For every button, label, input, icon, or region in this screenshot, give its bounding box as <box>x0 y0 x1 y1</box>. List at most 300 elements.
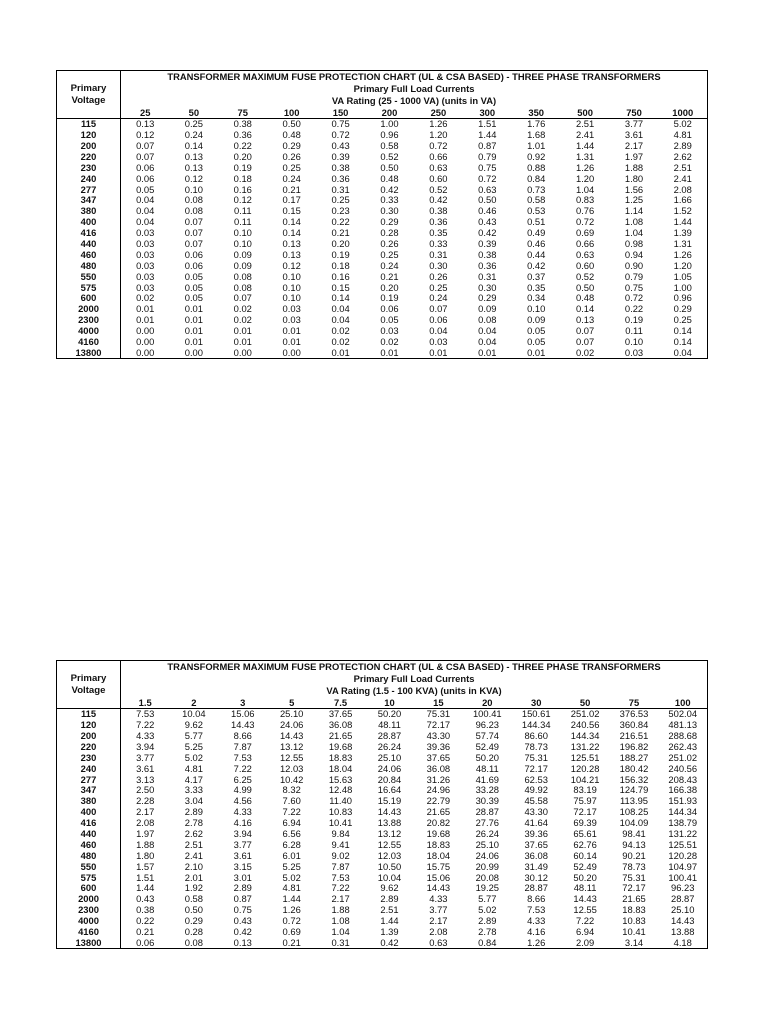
current-value-cell: 0.06 <box>429 314 448 326</box>
current-value-cell: 0.10 <box>282 292 301 304</box>
current-value-cell: 0.96 <box>380 129 399 141</box>
table-row <box>57 763 708 774</box>
current-value-cell: 104.21 <box>570 773 600 785</box>
current-value-cell: 0.75 <box>331 118 350 130</box>
current-value-cell: 0.05 <box>136 183 155 195</box>
primary-voltage-cell: 230 <box>57 162 121 173</box>
current-value-cell: 0.38 <box>429 205 448 217</box>
table-row <box>57 915 708 926</box>
current-value-cell: 360.84 <box>619 719 649 731</box>
current-value-cell: 0.03 <box>380 325 399 337</box>
current-value-cell: 8.66 <box>233 730 252 742</box>
current-value-cell: 10.04 <box>182 708 206 720</box>
current-value-cell: 0.07 <box>136 151 155 162</box>
current-value-cell: 0.13 <box>282 238 301 250</box>
primary-voltage-cell: 120 <box>57 129 121 140</box>
current-value-cell: 0.01 <box>380 347 399 358</box>
current-value-cell: 1.68 <box>527 129 546 141</box>
primary-voltage-cell: 416 <box>57 227 121 238</box>
current-value-cell: 0.43 <box>478 216 497 228</box>
current-value-cell: 0.29 <box>380 216 399 228</box>
current-value-cell: 28.87 <box>524 882 548 894</box>
primary-voltage-cell: 2300 <box>57 905 121 916</box>
table-row <box>57 774 708 785</box>
current-value-cell: 2.89 <box>184 806 203 818</box>
current-value-cell: 10.41 <box>622 926 646 938</box>
current-value-cell: 0.08 <box>478 314 497 326</box>
current-value-cell: 0.34 <box>527 292 546 304</box>
current-value-cell: 0.76 <box>575 205 595 217</box>
current-value-cell: 0.05 <box>184 281 203 293</box>
current-value-cell: 2.89 <box>478 915 497 927</box>
current-value-cell: 2.08 <box>136 817 155 829</box>
table-row <box>57 304 708 315</box>
current-value-cell: 2.01 <box>184 871 203 883</box>
current-value-cell: 0.21 <box>282 183 301 195</box>
current-value-cell: 75.97 <box>573 795 597 807</box>
current-value-cell: 0.43 <box>233 915 252 927</box>
current-value-cell: 0.42 <box>527 260 546 271</box>
current-value-cell: 120.28 <box>668 850 698 861</box>
current-value-cell: 6.01 <box>282 850 301 861</box>
current-value-cell: 502.04 <box>668 708 698 720</box>
current-value-cell: 0.03 <box>624 347 644 358</box>
current-value-cell: 6.28 <box>282 839 301 850</box>
primary-voltage-cell: 4000 <box>57 325 121 336</box>
primary-voltage-cell: 480 <box>57 850 121 861</box>
current-value-cell: 0.04 <box>429 325 448 337</box>
table-row <box>57 883 708 894</box>
current-value-cell: 0.30 <box>429 260 448 271</box>
current-value-cell: 0.01 <box>184 314 203 326</box>
primary-voltage-label <box>57 83 121 107</box>
current-value-cell: 1.66 <box>673 194 692 206</box>
current-value-cell: 0.58 <box>184 893 203 905</box>
current-value-cell: 21.65 <box>622 893 646 905</box>
table-row <box>57 162 708 173</box>
current-value-cell: 4.16 <box>527 926 546 938</box>
table-row <box>57 227 708 238</box>
current-value-cell: 0.05 <box>380 314 399 326</box>
current-value-cell: 2.50 <box>136 784 155 796</box>
current-value-cell: 50.20 <box>573 871 597 883</box>
current-value-cell: 0.01 <box>233 325 252 337</box>
current-value-cell: 125.51 <box>570 752 600 763</box>
current-value-cell: 5.02 <box>478 904 497 916</box>
data-body <box>57 708 708 949</box>
current-value-cell: 0.33 <box>429 238 448 250</box>
current-value-cell: 0.08 <box>233 270 252 282</box>
current-value-cell: 0.24 <box>429 292 448 304</box>
current-value-cell: 10.50 <box>377 860 402 872</box>
current-value-cell: 251.02 <box>570 708 600 720</box>
fuse-table-kva <box>56 660 708 949</box>
current-value-cell: 0.60 <box>575 260 595 271</box>
current-value-cell: 0.13 <box>184 151 203 162</box>
current-value-cell: 0.90 <box>624 260 644 271</box>
current-value-cell: 0.08 <box>233 281 252 293</box>
current-value-cell: 0.05 <box>527 325 546 337</box>
current-value-cell: 49.92 <box>524 784 548 796</box>
current-value-cell: 0.01 <box>136 314 155 326</box>
current-value-cell: 2.78 <box>478 926 497 938</box>
table-row <box>57 260 708 271</box>
data-body <box>57 118 708 359</box>
current-value-cell: 0.84 <box>478 937 497 948</box>
table-row <box>57 184 708 195</box>
fuse-chart-kva <box>56 660 708 949</box>
primary-voltage-cell: 2300 <box>57 315 121 326</box>
current-value-cell: 0.01 <box>429 347 448 358</box>
current-value-cell: 0.15 <box>331 281 350 293</box>
current-value-cell: 1.88 <box>624 162 644 173</box>
current-value-cell: 10.83 <box>622 915 646 927</box>
current-value-cell: 4.56 <box>233 795 252 807</box>
current-value-cell: 0.09 <box>527 314 546 326</box>
table-row <box>57 315 708 326</box>
current-value-cell: 14.43 <box>573 893 597 905</box>
current-value-cell: 10.42 <box>279 773 304 785</box>
table-row <box>57 336 708 347</box>
current-value-cell: 7.53 <box>527 904 546 916</box>
current-value-cell: 0.31 <box>429 249 448 260</box>
current-value-cell: 1.04 <box>575 183 595 195</box>
current-value-cell: 150.61 <box>521 708 551 720</box>
current-value-cell: 0.01 <box>331 347 350 358</box>
rating-header-cell: 50 <box>561 697 610 708</box>
current-value-cell: 1.31 <box>673 238 692 250</box>
rating-header-cell: 250 <box>414 107 463 118</box>
fuse-chart-va <box>56 70 708 359</box>
current-value-cell: 13.12 <box>377 828 402 840</box>
current-value-cell: 1.44 <box>282 893 301 905</box>
table-row <box>57 894 708 905</box>
current-value-cell: 0.13 <box>575 314 595 326</box>
current-value-cell: 1.80 <box>136 850 155 861</box>
current-value-cell: 0.52 <box>429 183 448 195</box>
current-value-cell: 0.03 <box>136 281 155 293</box>
table-row <box>57 325 708 336</box>
current-value-cell: 45.58 <box>524 795 548 807</box>
table-row <box>57 872 708 883</box>
current-value-cell: 251.02 <box>668 752 698 763</box>
current-value-cell: 0.04 <box>136 216 155 228</box>
current-value-cell: 4.33 <box>233 806 252 818</box>
current-value-cell: 1.08 <box>331 915 350 927</box>
current-value-cell: 0.72 <box>331 129 350 141</box>
current-value-cell: 144.34 <box>521 719 551 731</box>
table-row <box>57 752 708 763</box>
current-value-cell: 1.88 <box>331 904 350 916</box>
chart-title: TRANSFORMER MAXIMUM FUSE PROTECTION CHART (UL & CSA BASED) - THREE PHASE TRANSFORMERS <box>167 661 661 673</box>
current-value-cell: 9.41 <box>331 839 350 850</box>
voltage-label: Voltage <box>71 685 106 696</box>
current-value-cell: 2.41 <box>575 129 595 141</box>
current-value-cell: 0.50 <box>380 162 399 173</box>
current-value-cell: 14.43 <box>426 882 451 894</box>
current-value-cell: 0.87 <box>478 140 497 152</box>
current-value-cell: 4.33 <box>136 730 155 742</box>
primary-voltage-cell: 460 <box>57 249 121 260</box>
current-value-cell: 37.65 <box>426 752 451 763</box>
current-value-cell: 0.52 <box>575 270 595 282</box>
current-value-cell: 0.00 <box>136 325 155 337</box>
current-value-cell: 2.89 <box>673 140 692 152</box>
rating-header-cell: 1.5 <box>121 697 170 708</box>
current-value-cell: 0.58 <box>380 140 399 152</box>
current-value-cell: 216.51 <box>619 730 649 742</box>
table-row <box>57 828 708 839</box>
current-value-cell: 18.83 <box>426 839 451 850</box>
current-value-cell: 0.72 <box>282 915 301 927</box>
primary-voltage-cell: 277 <box>57 184 121 195</box>
primary-voltage-cell: 575 <box>57 282 121 293</box>
current-value-cell: 0.33 <box>380 194 399 206</box>
current-value-cell: 0.03 <box>429 336 448 348</box>
current-value-cell: 1.20 <box>673 260 692 271</box>
current-value-cell: 0.19 <box>233 162 252 173</box>
primary-voltage-cell: 2000 <box>57 894 121 905</box>
current-value-cell: 0.22 <box>136 915 155 927</box>
current-value-cell: 0.22 <box>624 303 644 315</box>
current-value-cell: 0.38 <box>331 162 350 173</box>
current-value-cell: 1.44 <box>673 216 692 228</box>
rating-header-cell: 3 <box>218 697 267 708</box>
current-value-cell: 0.14 <box>673 336 692 348</box>
current-value-cell: 0.75 <box>233 904 252 916</box>
current-value-cell: 0.36 <box>233 129 252 141</box>
current-value-cell: 48.11 <box>475 762 499 774</box>
current-value-cell: 41.69 <box>475 773 500 785</box>
current-value-cell: 0.43 <box>331 140 350 152</box>
current-value-cell: 0.36 <box>478 260 497 271</box>
current-value-cell: 15.19 <box>377 795 402 807</box>
rating-header-cell: 300 <box>463 107 512 118</box>
rating-header-row <box>57 697 708 708</box>
rating-header-cell: 10 <box>365 697 414 708</box>
chart-subtitle: Primary Full Load Currents <box>353 673 475 685</box>
current-value-cell: 2.10 <box>184 860 203 872</box>
rating-header-cell: 15 <box>414 697 463 708</box>
current-value-cell: 0.05 <box>527 336 546 348</box>
current-value-cell: 188.27 <box>619 752 649 763</box>
rating-header-cell: 1000 <box>658 107 707 118</box>
chart-title: TRANSFORMER MAXIMUM FUSE PROTECTION CHART (UL & CSA BASED) - THREE PHASE TRANSFORMERS <box>167 71 661 83</box>
current-value-cell: 22.79 <box>426 795 451 807</box>
rating-header-cell: 20 <box>463 697 512 708</box>
table-row <box>57 741 708 752</box>
current-value-cell: 6.56 <box>282 828 301 840</box>
current-value-cell: 3.13 <box>136 773 155 785</box>
current-value-cell: 0.08 <box>184 937 203 948</box>
current-value-cell: 0.28 <box>380 227 399 239</box>
current-value-cell: 5.02 <box>282 871 301 883</box>
current-value-cell: 0.12 <box>184 172 203 184</box>
current-value-cell: 0.58 <box>527 194 546 206</box>
current-value-cell: 1.01 <box>527 140 546 152</box>
current-value-cell: 98.41 <box>622 828 646 840</box>
current-value-cell: 0.02 <box>233 303 252 315</box>
current-value-cell: 20.08 <box>475 871 500 883</box>
current-value-cell: 3.01 <box>233 871 252 883</box>
current-value-cell: 0.19 <box>331 249 350 260</box>
primary-voltage-cell: 600 <box>57 293 121 304</box>
current-value-cell: 0.92 <box>527 151 546 162</box>
current-value-cell: 18.04 <box>328 762 353 774</box>
current-value-cell: 72.17 <box>426 719 451 731</box>
current-value-cell: 0.50 <box>478 194 497 206</box>
current-value-cell: 0.03 <box>136 249 155 260</box>
current-value-cell: 0.75 <box>478 162 497 173</box>
current-value-cell: 0.09 <box>233 249 252 260</box>
current-value-cell: 2.62 <box>673 151 692 162</box>
rating-header-cell: 350 <box>512 107 561 118</box>
current-value-cell: 0.31 <box>331 937 350 948</box>
current-value-cell: 0.29 <box>282 140 301 152</box>
current-value-cell: 7.22 <box>282 806 301 818</box>
current-value-cell: 0.04 <box>136 194 155 206</box>
primary-voltage-cell: 4160 <box>57 926 121 937</box>
current-value-cell: 0.49 <box>527 227 546 239</box>
rating-header-cell: 75 <box>218 107 267 118</box>
current-value-cell: 0.83 <box>575 194 595 206</box>
current-value-cell: 18.83 <box>328 752 353 763</box>
table-row <box>57 140 708 151</box>
current-value-cell: 0.28 <box>184 926 203 938</box>
current-value-cell: 25.10 <box>279 708 304 720</box>
current-value-cell: 0.48 <box>380 172 399 184</box>
current-value-cell: 2.51 <box>673 162 692 173</box>
current-value-cell: 72.17 <box>524 762 548 774</box>
table-row <box>57 708 708 719</box>
current-value-cell: 24.06 <box>377 762 402 774</box>
current-value-cell: 0.37 <box>527 270 546 282</box>
current-value-cell: 0.10 <box>282 270 301 282</box>
current-value-cell: 8.66 <box>527 893 546 905</box>
rating-header-blank <box>57 107 121 118</box>
current-value-cell: 50.20 <box>377 708 402 720</box>
current-value-cell: 0.46 <box>478 205 497 217</box>
current-value-cell: 1.20 <box>429 129 448 141</box>
table-row <box>57 807 708 818</box>
current-value-cell: 0.00 <box>184 347 203 358</box>
rating-label: VA Rating (25 - 1000 VA) (units in VA) <box>331 95 497 107</box>
current-value-cell: 0.21 <box>331 227 350 239</box>
current-value-cell: 0.14 <box>673 325 692 337</box>
current-value-cell: 2.17 <box>136 806 155 818</box>
current-value-cell: 0.16 <box>233 183 252 195</box>
current-value-cell: 2.51 <box>575 118 595 130</box>
current-value-cell: 0.42 <box>429 194 448 206</box>
current-value-cell: 0.46 <box>527 238 546 250</box>
current-value-cell: 0.03 <box>282 314 301 326</box>
current-value-cell: 0.05 <box>184 270 203 282</box>
current-value-cell: 113.95 <box>620 795 648 807</box>
current-value-cell: 0.08 <box>184 205 203 217</box>
current-value-cell: 94.13 <box>622 839 646 850</box>
current-value-cell: 0.02 <box>331 325 350 337</box>
current-value-cell: 3.61 <box>136 762 155 774</box>
table-row <box>57 238 708 249</box>
current-value-cell: 7.22 <box>331 882 350 894</box>
table-row <box>57 249 708 260</box>
current-value-cell: 21.65 <box>426 806 451 818</box>
current-value-cell: 21.65 <box>328 730 353 742</box>
rating-header-cell: 5 <box>267 697 316 708</box>
current-value-cell: 0.96 <box>673 292 692 304</box>
current-value-cell: 0.11 <box>233 205 252 217</box>
current-value-cell: 6.94 <box>575 926 595 938</box>
current-value-cell: 104.09 <box>619 817 649 829</box>
rating-header-cell: 150 <box>316 107 365 118</box>
primary-voltage-cell: 200 <box>57 730 121 741</box>
current-value-cell: 12.55 <box>573 904 597 916</box>
current-value-cell: 0.35 <box>429 227 448 239</box>
current-value-cell: 5.02 <box>184 752 203 763</box>
current-value-cell: 75.31 <box>524 752 548 763</box>
current-value-cell: 1.88 <box>136 839 155 850</box>
current-value-cell: 0.73 <box>527 183 546 195</box>
current-value-cell: 4.81 <box>184 762 203 774</box>
current-value-cell: 3.77 <box>429 904 448 916</box>
current-value-cell: 0.15 <box>282 205 301 217</box>
current-value-cell: 30.12 <box>524 871 548 883</box>
primary-voltage-cell: 347 <box>57 785 121 796</box>
current-value-cell: 10.41 <box>328 817 353 829</box>
primary-voltage-cell: 400 <box>57 807 121 818</box>
primary-voltage-cell: 120 <box>57 719 121 730</box>
current-value-cell: 3.94 <box>136 741 155 752</box>
current-value-cell: 0.39 <box>331 151 350 162</box>
current-value-cell: 1.26 <box>673 249 692 260</box>
current-value-cell: 0.31 <box>478 270 497 282</box>
current-value-cell: 0.10 <box>282 281 301 293</box>
current-value-cell: 0.21 <box>282 937 301 948</box>
current-value-cell: 1.76 <box>527 118 546 130</box>
current-value-cell: 0.09 <box>478 303 497 315</box>
current-value-cell: 1.51 <box>478 118 497 130</box>
current-value-cell: 6.94 <box>282 817 301 829</box>
current-value-cell: 4.17 <box>184 773 203 785</box>
primary-voltage-label <box>57 673 121 697</box>
current-value-cell: 0.03 <box>136 260 155 271</box>
current-value-cell: 0.02 <box>575 347 595 358</box>
current-value-cell: 0.05 <box>184 292 203 304</box>
current-value-cell: 0.10 <box>233 238 252 250</box>
primary-voltage-cell: 4160 <box>57 336 121 347</box>
current-value-cell: 7.87 <box>331 860 350 872</box>
current-value-cell: 28.87 <box>377 730 402 742</box>
current-value-cell: 20.82 <box>426 817 451 829</box>
current-value-cell: 0.48 <box>575 292 595 304</box>
current-value-cell: 0.48 <box>282 129 301 141</box>
current-value-cell: 14.43 <box>377 806 402 818</box>
current-value-cell: 19.68 <box>426 828 451 840</box>
current-value-cell: 0.02 <box>136 292 155 304</box>
current-value-cell: 1.00 <box>380 118 399 130</box>
current-value-cell: 0.07 <box>184 216 203 228</box>
current-value-cell: 24.06 <box>279 719 304 731</box>
current-value-cell: 0.12 <box>136 129 155 141</box>
current-value-cell: 60.14 <box>573 850 597 861</box>
current-value-cell: 262.43 <box>668 741 698 752</box>
current-value-cell: 0.38 <box>233 118 252 130</box>
current-value-cell: 0.03 <box>136 238 155 250</box>
current-value-cell: 19.68 <box>328 741 353 752</box>
current-value-cell: 4.81 <box>673 129 692 141</box>
current-value-cell: 0.02 <box>380 336 399 348</box>
current-value-cell: 9.84 <box>331 828 350 840</box>
